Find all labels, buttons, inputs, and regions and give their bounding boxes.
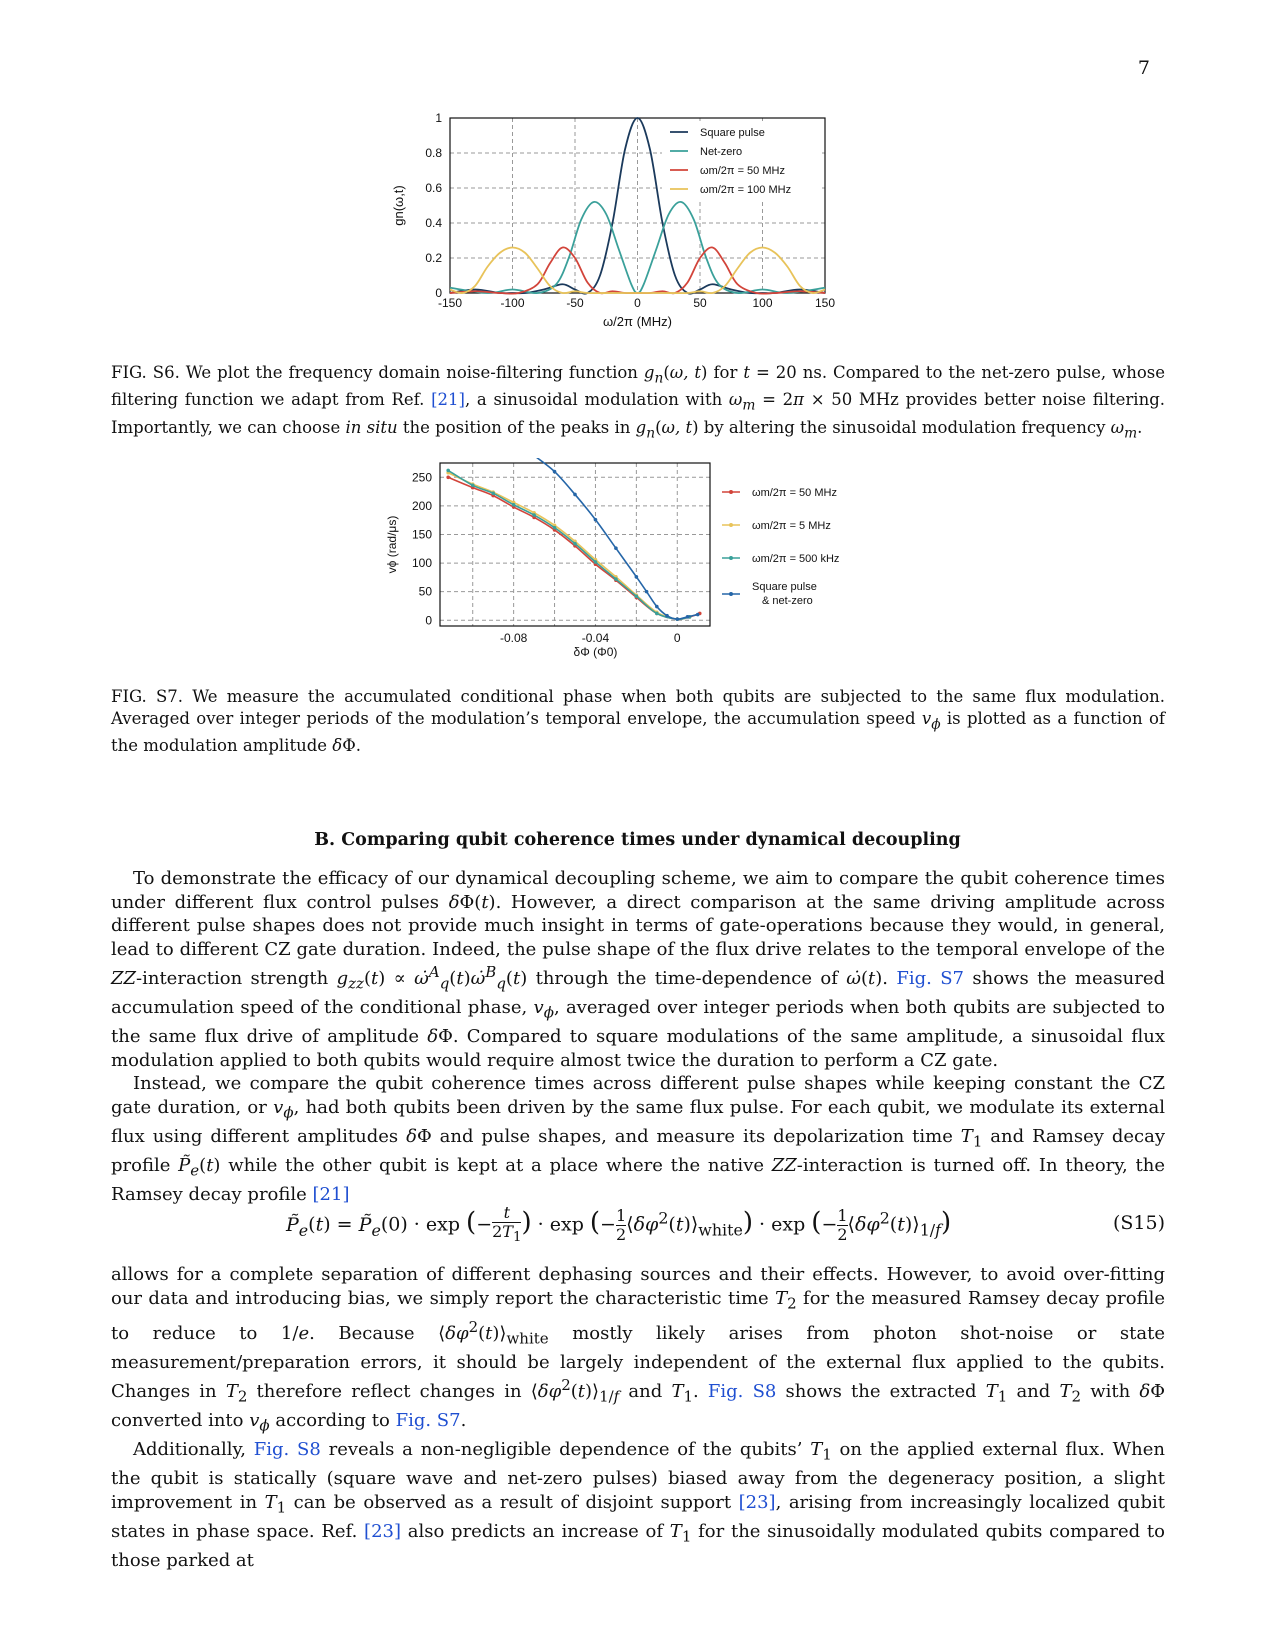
y-tick-label: 250 <box>411 470 432 485</box>
x-axis-label: ω/2π (MHz) <box>603 314 672 329</box>
figure-s7-chart <box>380 458 860 673</box>
data-point <box>594 518 598 522</box>
data-point <box>573 542 577 546</box>
x-axis-label: δΦ (Φ0) <box>573 645 618 659</box>
data-point <box>655 612 659 616</box>
data-point <box>635 575 639 579</box>
data-point <box>655 605 659 609</box>
page-number: 7 <box>1137 57 1150 79</box>
series-line-4 <box>534 458 698 619</box>
section-heading: B. Comparing qubit coherence times under dynamical decoupling <box>314 830 961 850</box>
legend-marker <box>729 592 733 596</box>
data-point <box>553 526 557 530</box>
equation-number: (S15) <box>1112 1212 1165 1234</box>
y-tick-label: 0.2 <box>425 251 442 265</box>
body-text-2: allows for a complete separation of different dephasing sources and their effects. However, to avoid over-fitting our data and introducing bias, we simply report the characteristic time $T_2$ for the measured Ramsey decay profile to reduce to 1/e. Because $⟨\delta\varphi^2(t)⟩_{white}$ mostly likely arises from photon shot-noise or state measurement/preparation errors, it should be largely independent of the external flux applied to the qubits. Changes in $T_2$ therefore reflect changes in $⟨\delta\varphi^2(t)⟩_{1/f}$ and $T_1$. Fig. S8 shows the extracted $T_1$ and $T_2$ with δΦ converted into $v_\phi$ according to Fig. S7. Additionally, Fig. S8 reveals a non-negligible dependence of the qubits’ $T_1$ on the applied external flux. When the qubit is statically (square wave and net-zero pulses) biased away from the degeneracy position, a slight improvement in $T_1$ can be observed as a result of disjoint support [23], arising from increasingly localized qubit states in phase space. Ref. [23] also predicts an increase of $T_1$ for the sinusoidally modulated qubits compared to those parked at <box>111 1264 1166 1572</box>
equation-s15 <box>111 1190 1165 1250</box>
legend-label: Net-zero <box>700 146 743 158</box>
y-tick-label: 0.6 <box>425 181 442 195</box>
y-tick-label: 50 <box>418 584 432 599</box>
body-text-1: To demonstrate the efficacy of our dynamical decoupling scheme, we aim to compare the qubit coherence times under different flux control pulses δΦ(t). However, a direct comparison at the same driving amplitude across different pulse shapes does not provide much insight in terms of gate-operations because they would, in general, lead to different CZ gate duration. Indeed, the pulse shape of the flux drive relates to the temporal envelope of the ZZ-interaction strength $g_{zz}(t)$ ∝ ω̇$^A_q$(t)ω̇$^B_q$(t) through the time-dependence of ω̇(t). Fig. S7 shows the measured accumulation speed of the conditional phase, $v_\phi$, averaged over integer periods when both qubits are subjected to the same flux drive of amplitude δΦ. Compared to square modulations of the same amplitude, a sinusoidal flux modulation applied to both qubits would require almost twice the duration to perform a CZ gate. Instead, we compare the qubit coherence times across different pulse shapes while keeping constant the CZ gate duration, or $v_\phi$, had both qubits been driven by the same flux pulse. For each qubit, we modulate its external flux using different amplitudes δΦ and pulse shapes, and measure its depolarization time $T_1$ and Ramsey decay profile $P̃_e(t)$ while the other qubit is kept at a place where the native ZZ-interaction is turned off. In theory, the Ramsey decay profile [21] <box>111 868 1166 1205</box>
series-line-2 <box>448 473 689 620</box>
y-tick-label: 0 <box>435 286 442 300</box>
x-tick-label: 0 <box>634 296 641 310</box>
data-point <box>532 513 536 517</box>
data-point <box>594 560 598 564</box>
figure-s7-caption: FIG. S7. We measure the accumulated conditional phase when both qubits are subjected to the same flux modulation. Averaged over integer periods of the modulation’s temporal envelope, the accumulation speed $v_\phi$ is plotted as a function of the modulation amplitude δΦ. <box>111 687 1165 756</box>
legend-label: ωm/2π = 50 MHz <box>752 487 837 499</box>
data-point <box>675 617 679 621</box>
data-point <box>686 615 690 619</box>
x-tick-label: 150 <box>814 296 836 310</box>
legend-label: Square pulse <box>700 127 765 139</box>
figure-s6-caption: FIG. S6. We plot the frequency domain noise-filtering function $g_n(\omega$, t) for t = 20 ns. Compared to the net-zero pulse, whose filtering function we adapt from Ref. [21], a sinusoidal modulation with $\omega_m = 2\pi \times 50$ MHz provides better noise filtering. Importantly, we can choose in situ the position of the peaks in $g_n(\omega$, t) by altering the sinusoidal modulation frequency $\omega_m$. <box>111 363 1166 441</box>
data-point <box>665 614 669 618</box>
data-point <box>614 546 618 550</box>
data-point <box>512 503 516 507</box>
y-tick-label: 0 <box>425 613 432 628</box>
y-tick-label: 200 <box>411 498 432 513</box>
data-point <box>635 594 639 598</box>
y-axis-label: vϕ (rad/μs) <box>385 515 399 574</box>
series-line-1 <box>448 477 700 619</box>
y-tick-label: 150 <box>411 527 432 542</box>
legend-label: ωm/2π = 50 MHz <box>700 165 785 177</box>
figure-s6 <box>385 105 855 349</box>
x-tick-label: 0 <box>673 631 681 645</box>
figure-s6-chart <box>385 105 855 345</box>
equation-body: $P̃_e(t)$ = $P̃_e(0) \cdot \exp (-\frac{t}{2T_1}$ ) · exp (−1 2 $⟨\delta\varphi^2(t)⟩_{white}) \cdot \exp (-1$ 2 $⟨\delta\varphi^2(t)⟩_{1/f}$) <box>286 1203 952 1246</box>
legend-marker <box>729 490 733 494</box>
legend-marker <box>729 523 733 527</box>
y-tick-label: 0.4 <box>425 216 442 230</box>
data-point <box>553 470 557 474</box>
data-point <box>471 484 475 488</box>
legend-label: ωm/2π = 100 MHz <box>700 184 792 196</box>
data-point <box>446 475 450 479</box>
x-tick-label: -100 <box>500 296 525 310</box>
data-point <box>645 590 649 594</box>
data-point <box>491 492 495 496</box>
y-tick-label: 0.8 <box>425 146 442 160</box>
y-axis-label: gn(ω,t) <box>391 185 406 226</box>
x-tick-label: -50 <box>566 296 584 310</box>
y-tick-label: 1 <box>435 111 442 125</box>
figure-s7 <box>380 458 860 677</box>
legend-label: ωm/2π = 500 kHz <box>752 553 840 565</box>
data-point <box>446 469 450 473</box>
x-tick-label: 50 <box>693 296 707 310</box>
legend-marker <box>729 556 733 560</box>
x-tick-label: -150 <box>437 296 463 310</box>
legend-label: ωm/2π = 5 MHz <box>752 520 831 532</box>
y-tick-label: 100 <box>411 556 432 571</box>
legend-label: Square pulse <box>752 581 817 593</box>
x-tick-label: 100 <box>752 296 773 310</box>
data-point <box>696 613 700 617</box>
data-point <box>573 493 577 497</box>
x-tick-label: -0.04 <box>581 631 610 645</box>
data-point <box>614 577 618 581</box>
x-tick-label: -0.08 <box>499 631 528 645</box>
legend-label: & net-zero <box>762 595 813 607</box>
